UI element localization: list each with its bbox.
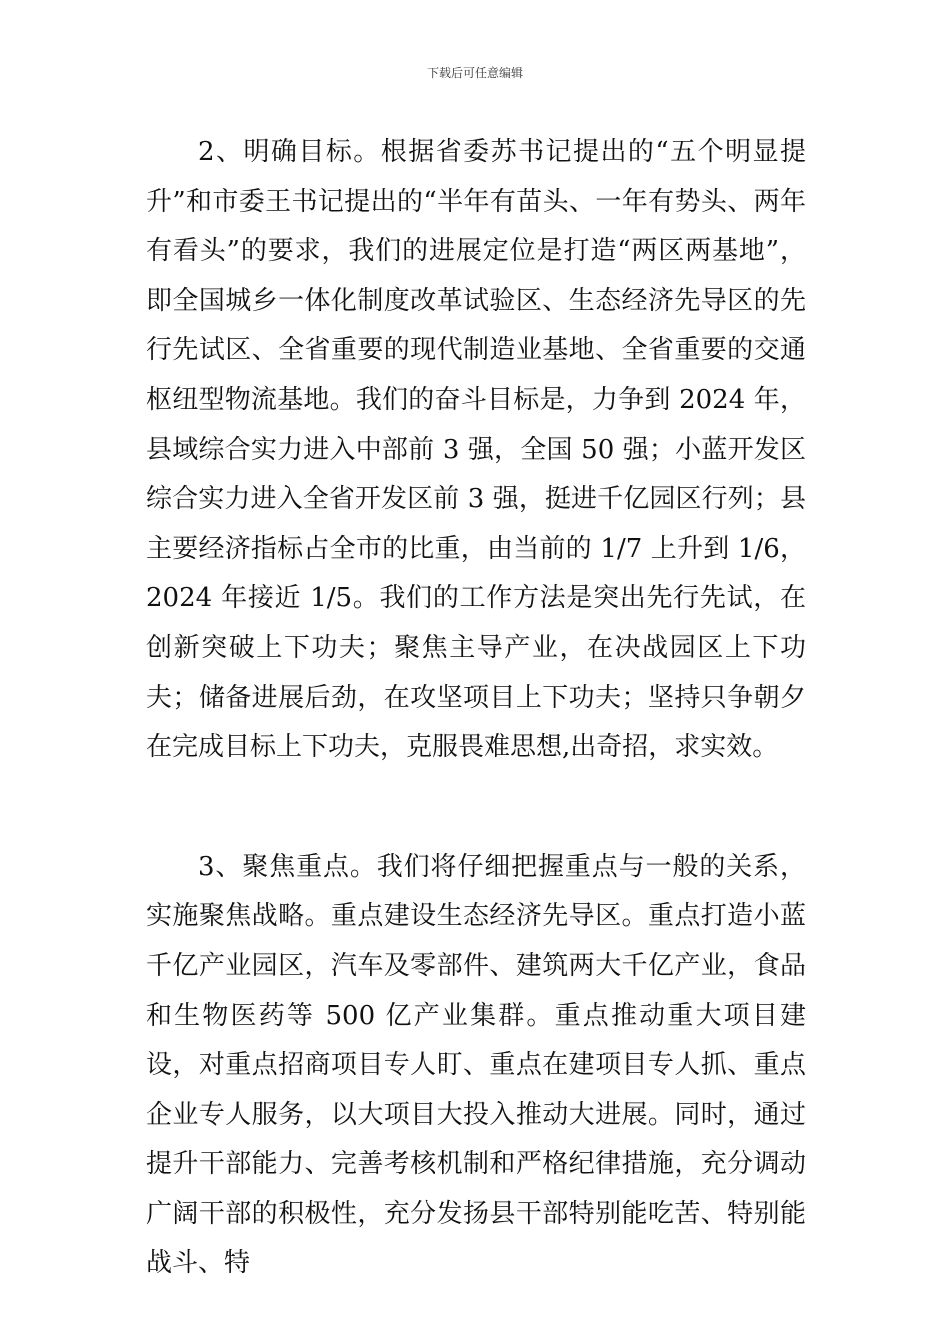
paragraph-goals: 2、明确目标。根据省委苏书记提出的“五个明显提升”和市委王书记提出的“半年有苗头、一年有势头、两年有看头”的要求，我们的进展定位是打造“两区两基地”，即全国城乡一体化制度改革试验区、生态经济先导区的先行先试区、全省重要的现代制造业基地、全省重要的交通枢纽型物流基地。我们的奋斗目标是，力争到 2024 年，县域综合实力进入中部前 3 强，全国 50 强；小蓝开发区综合实力进入全省开发区前 3 强，挺进千亿园区行列；县主要经济指标占全市的比重，由当前的 1/7 上升到 1/6，2024 年接近 1/5。我们的工作方法是突出先行先试，在创新突破上下功夫；聚焦主导产业，在决战园区上下功夫；储备进展后劲，在攻坚项目上下功夫；坚持只争朝夕在完成目标上下功夫，克服畏难思想,出奇招，求实效。 — [146, 137, 806, 763]
document-body — [146, 128, 806, 1289]
page-header: 下载后可任意编辑 — [426, 66, 523, 80]
paragraph-focus: 3、聚焦重点。我们将仔细把握重点与一般的关系，实施聚焦战略。重点建设生态经济先导区。重点打造小蓝千亿产业园区，汽车及零部件、建筑两大千亿产业，食品和生物医药等 500 亿产业集群。重点推动重大项目建设，对重点招商项目专人盯、重点在建项目专人抓、重点企业专人服务，以大项目大投入推动大进展。同时，通过提升干部能力、完善考核机制和严格纪律措施，充分调动广阔干部的积极性，充分发扬县干部特别能吃苦、特别能战斗、特 — [146, 851, 806, 1279]
